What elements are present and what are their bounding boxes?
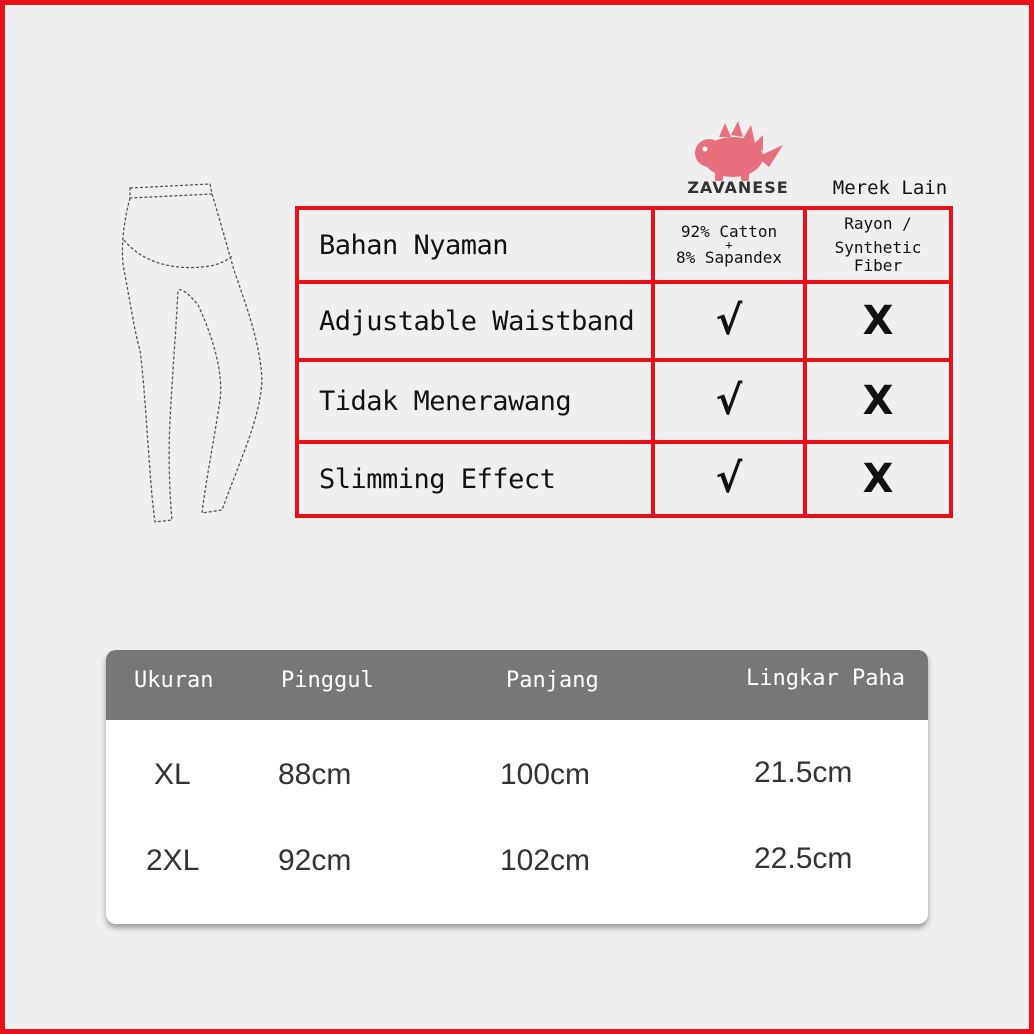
feature-label: Adjustable Waistband [297, 282, 653, 360]
cross-icon: X [862, 298, 894, 344]
other-material-cell [805, 208, 951, 282]
table-row [297, 282, 951, 360]
table-row [297, 360, 951, 442]
size-chart-card [106, 650, 928, 924]
hip-value: 92cm [278, 844, 352, 877]
feature-label: Slimming Effect [297, 442, 653, 516]
cross-icon: X [862, 378, 894, 424]
brand-material-plus: + [725, 238, 733, 252]
brand-material-cell [653, 208, 805, 282]
check-icon: √ [715, 378, 743, 424]
comparison-table [295, 206, 953, 518]
brand-name: ZAVANESE [687, 178, 789, 197]
cross-icon: X [862, 456, 894, 502]
maternity-leggings-illustration [110, 180, 280, 530]
other-material-line1: Rayon / [844, 214, 912, 233]
header-length: Panjang [506, 668, 599, 693]
length-value: 102cm [500, 844, 591, 877]
table-row [297, 442, 951, 516]
hip-value: 88cm [278, 758, 352, 791]
length-value: 100cm [500, 758, 591, 791]
check-icon: √ [715, 298, 743, 344]
header-size: Ukuran [134, 668, 214, 693]
other-material-line2: Synthetic Fiber [834, 238, 922, 275]
size-value: XL [154, 758, 191, 791]
brand-material-line1: 92% Catton [680, 222, 778, 241]
size-chart-header [106, 650, 928, 720]
table-row [297, 208, 951, 282]
header-hip: Pinggul [281, 668, 374, 693]
other-brand-label: Merek Lain [832, 177, 948, 199]
brand-material-line2: 8% Sapandex [676, 248, 782, 267]
size-value: 2XL [146, 844, 200, 877]
thigh-value: 22.5cm [754, 842, 853, 875]
feature-label: Bahan Nyaman [297, 208, 653, 282]
feature-label: Tidak Menerawang [297, 360, 653, 442]
check-icon: √ [715, 456, 743, 502]
thigh-value: 21.5cm [754, 756, 853, 789]
header-thigh: Lingkar Paha [746, 666, 905, 691]
